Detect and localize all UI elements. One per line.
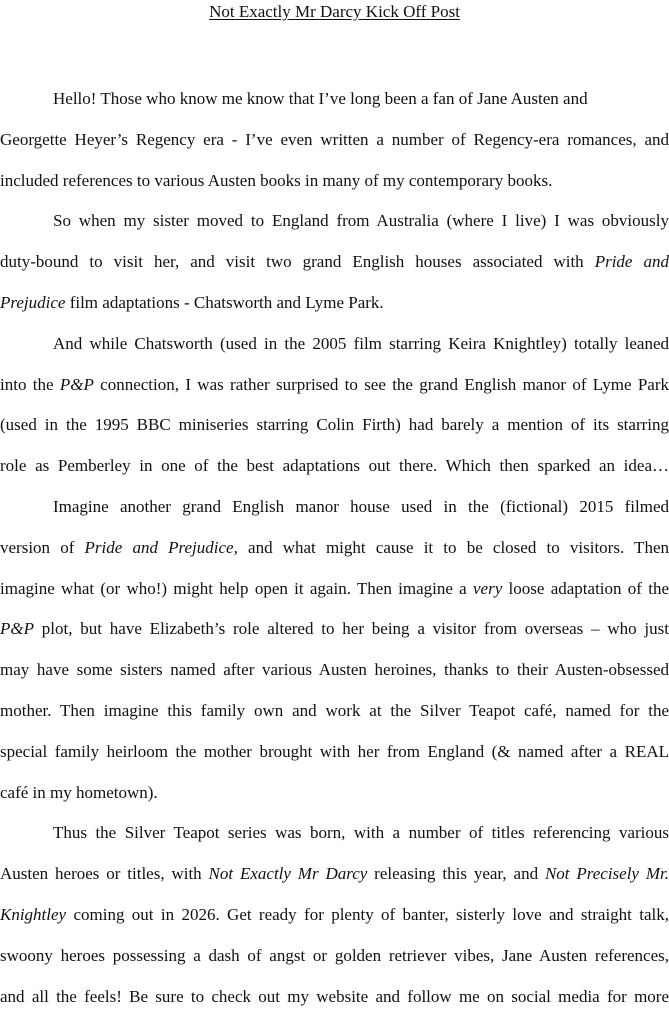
text-run: (used in the 1995 BBC miniseries starring Colin Firth) had barely a mention of its starring xyxy=(0,415,669,435)
text-run: plot, but have Elizabeth’s role altered to her being a visitor from overseas – who just xyxy=(34,619,669,639)
text-line xyxy=(0,813,669,854)
text-run: loose adaptation of the xyxy=(502,578,669,598)
italic-text: Pride and Prejudice xyxy=(84,537,234,557)
text-run: café in my hometown). xyxy=(0,782,158,802)
text-line xyxy=(0,691,669,732)
italic-text: P&P xyxy=(0,619,34,639)
italic-text: P&P xyxy=(59,374,94,394)
document-title: Not Exactly Mr Darcy Kick Off Post xyxy=(209,2,460,21)
text-run: And while Chatsworth (used in the 2005 film starring Keira Knightley) totally leaned xyxy=(53,333,669,353)
text-line xyxy=(0,446,669,487)
text-run: may have some sisters named after various Austen heroines, thanks to their Austen-obsessed xyxy=(0,660,669,680)
italic-text: Not Exactly Mr Darcy xyxy=(208,864,368,884)
text-run: Georgette Heyer’s Regency era - I’ve even written a number of Regency-era romances, and xyxy=(0,129,669,149)
text-run: connection, I was rather surprised to see the grand English manor of Lyme Park xyxy=(93,374,669,394)
text-run: coming out in 2026. Get ready for plenty of banter, sisterly love and straight talk, xyxy=(66,904,669,924)
text-run: included references to various Austen books in many of my contemporary books. xyxy=(0,170,553,190)
text-line xyxy=(0,487,669,528)
text-line xyxy=(0,609,669,650)
text-line xyxy=(0,201,669,242)
text-line xyxy=(0,895,669,936)
text-line xyxy=(0,405,669,446)
text-line xyxy=(0,650,669,691)
text-run: special family heirloom the mother brought with her from England (& named after a REAL xyxy=(0,741,669,761)
text-run: swoony heroes possessing a dash of angst or golden retriever vibes, Jane Austen references, xyxy=(0,945,669,965)
text-run: imagine what (or who!) might help open it again. Then imagine a xyxy=(0,578,473,598)
text-run: and all the feels! Be sure to check out my website and follow me on social media for more xyxy=(0,986,669,1006)
text-run: film adaptations - Chatsworth and Lyme Park. xyxy=(65,292,384,312)
text-line xyxy=(0,528,669,569)
text-run: Hello! Those who know me know that I’ve long been a fan of Jane Austen and xyxy=(53,89,588,108)
text-line xyxy=(0,242,669,283)
italic-text: Pride and xyxy=(594,252,669,272)
text-run: Austen heroes or titles, with xyxy=(0,864,209,884)
document-body xyxy=(0,79,669,1017)
text-line xyxy=(0,569,669,610)
text-run: Imagine another grand English manor house used in the (fictional) 2015 filmed xyxy=(53,496,669,516)
text-line xyxy=(0,161,669,202)
text-run: mother. Then imagine this family own and work at the Silver Teapot café, named for the xyxy=(0,700,669,720)
text-run: role as Pemberley in one of the best adaptations out there. Which then sparked an idea… xyxy=(0,456,669,476)
text-line xyxy=(0,732,669,773)
italic-text: Knightley xyxy=(0,904,67,924)
italic-text: Not Precisely Mr. xyxy=(544,864,669,884)
text-run: duty-bound to visit her, and visit two grand English houses associated with xyxy=(0,252,595,272)
italic-text: very xyxy=(473,578,503,598)
text-line xyxy=(0,365,669,406)
text-line xyxy=(0,977,669,1018)
text-line xyxy=(0,773,669,814)
text-run: releasing this year, and xyxy=(367,864,545,884)
text-run: , and what might cause it to be closed to visitors. Then xyxy=(233,537,669,557)
text-line xyxy=(0,283,669,324)
text-line xyxy=(0,324,669,365)
text-line xyxy=(0,854,669,895)
italic-text: Prejudice xyxy=(0,292,66,312)
text-run: Thus the Silver Teapot series was born, with a number of titles referencing various xyxy=(53,823,669,843)
text-line xyxy=(0,120,669,161)
text-line xyxy=(0,936,669,977)
text-run: So when my sister moved to England from Australia (where I live) I was obviously xyxy=(53,211,669,231)
text-run: version of xyxy=(0,537,85,557)
text-run: into the xyxy=(0,374,60,394)
text-line xyxy=(0,79,669,120)
